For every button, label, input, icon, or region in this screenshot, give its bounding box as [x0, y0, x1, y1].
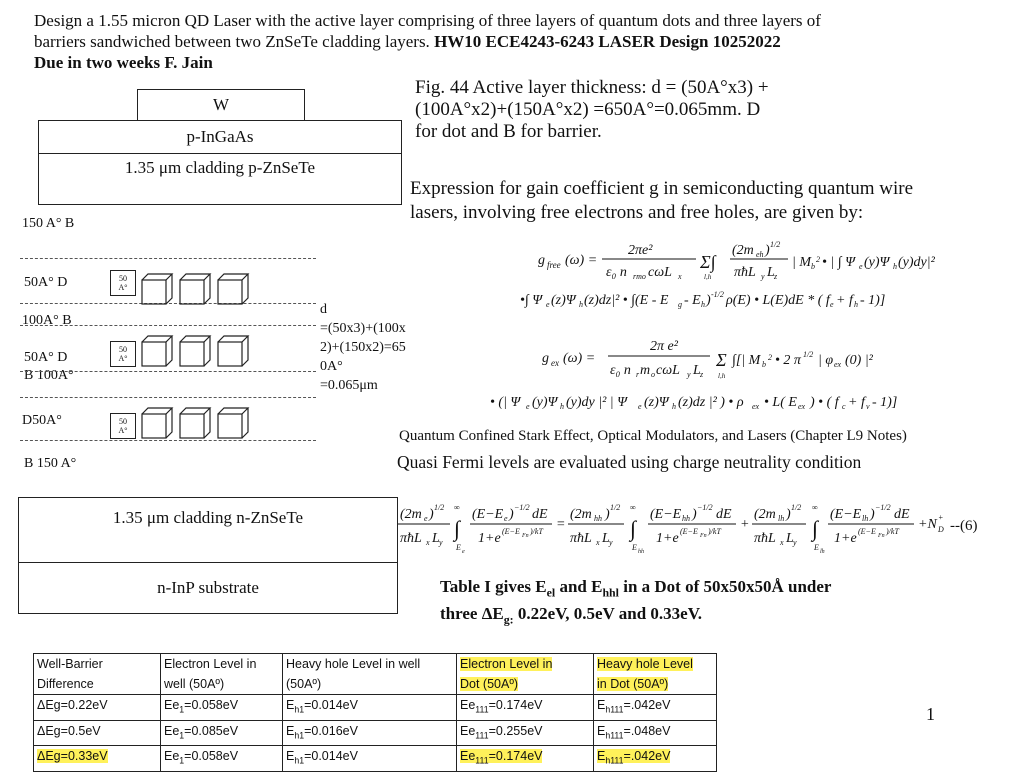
w-contact-box: W	[137, 89, 305, 121]
thickness-annotation: d =(50x3)+(100x 2)+(150x2)=65 0A° =0.065μm	[320, 302, 406, 393]
svg-text:b: b	[811, 262, 815, 271]
svg-text:Fn: Fn	[522, 533, 529, 539]
table-header-row	[34, 654, 717, 695]
svg-text:ex: ex	[834, 360, 842, 369]
svg-text:y: y	[761, 272, 765, 281]
svg-text:1+e: 1+e	[478, 531, 501, 546]
svg-text:(E−E: (E−E	[472, 507, 504, 522]
svg-text:+ f: + f	[836, 293, 853, 308]
svg-text:| M: | M	[792, 255, 812, 270]
svg-text:z: z	[774, 272, 778, 281]
svg-text:h: h	[579, 300, 583, 309]
svg-text:πħL: πħL	[570, 531, 592, 546]
table-cell: $E_{h111}=.042eV$	[594, 695, 717, 721]
table-cell: $E_{h1}=0.016eV$	[283, 720, 457, 746]
svg-text:eh: eh	[756, 250, 764, 259]
svg-text:): )	[605, 507, 610, 522]
svg-text:Fn: Fn	[878, 533, 885, 539]
svg-text:b: b	[762, 360, 766, 369]
cube-icon	[142, 274, 172, 304]
table-cell: $Ee_{111}=0.174eV$	[457, 695, 594, 721]
svg-text:e: e	[859, 262, 863, 271]
svg-text:x: x	[426, 538, 430, 547]
svg-text:g: g	[542, 351, 549, 366]
svg-text:y: y	[439, 538, 443, 547]
svg-text:(y)Ψ: (y)Ψ	[532, 395, 558, 410]
svg-text:dE: dE	[532, 507, 548, 522]
svg-text:Fn: Fn	[700, 533, 707, 539]
svg-text:∞: ∞	[812, 503, 818, 512]
svg-text:cωL: cωL	[656, 363, 680, 378]
svg-text:x: x	[780, 538, 784, 547]
svg-text:lh: lh	[862, 514, 869, 523]
svg-text:∫[| M: ∫[| M	[732, 353, 761, 368]
svg-text:e: e	[638, 402, 642, 411]
svg-text:•∫ Ψ: •∫ Ψ	[520, 293, 543, 308]
svg-text:m: m	[640, 363, 651, 378]
svg-text:(z)Ψ: (z)Ψ	[551, 293, 576, 308]
layer-b150-bottom-label: B 150 A°	[24, 456, 77, 471]
quasi-fermi-note: Quasi Fermi levels are evaluated using charge neutrality condition	[397, 452, 862, 472]
due-date: Due in two weeks F. Jain	[34, 53, 213, 72]
layer-150b-top-label: 150 A° B	[22, 216, 75, 231]
svg-text:E: E	[632, 543, 637, 552]
table-cell: $E_{h111}=.042eV$	[594, 746, 717, 772]
svg-text:h: h	[672, 402, 676, 411]
table-row	[34, 746, 717, 772]
svg-text:ex: ex	[551, 358, 559, 368]
cube-icon	[218, 336, 248, 366]
svg-text:L: L	[693, 363, 701, 378]
svg-text:y: y	[687, 370, 691, 379]
svg-text:z: z	[700, 370, 704, 379]
n-inp-substrate-box: n-InP substrate	[18, 562, 398, 614]
p-cladding-box: 1.35 μm cladding p-ZnSeTe	[38, 153, 402, 205]
svg-text:cωL: cωL	[648, 265, 672, 280]
svg-text:πħL: πħL	[754, 531, 776, 546]
svg-text:−1/2: −1/2	[514, 503, 530, 512]
svg-text:rmo: rmo	[633, 272, 646, 281]
svg-text:)/kT: )/kT	[530, 527, 543, 536]
svg-text:ε₀ n: ε₀ n	[610, 363, 631, 378]
svg-text:hh: hh	[594, 514, 602, 523]
svg-text:1+e: 1+e	[834, 531, 857, 546]
layer-50d-1-label: 50A° D	[24, 275, 68, 290]
hw-title: HW10 ECE4243-6243 LASER Design 10252022	[434, 32, 781, 51]
svg-text:• (| Ψ: • (| Ψ	[490, 395, 521, 410]
svg-text:(ω) =: (ω) =	[563, 351, 596, 366]
svg-text:L: L	[767, 265, 775, 280]
dot-label-box-3: 50 A°	[110, 413, 136, 439]
svg-text:2πe²: 2πe²	[628, 243, 653, 258]
svg-text:y: y	[609, 538, 613, 547]
layer-100b-label: 100A° B	[22, 313, 72, 328]
cube-icon	[218, 274, 248, 304]
charge-neutrality-equation	[398, 496, 994, 562]
table-cell: ΔEg=0.22eV	[34, 695, 161, 721]
dot-label-box-1: 50 A°	[110, 270, 136, 296]
cube-icon	[142, 408, 172, 438]
svg-text:): )	[765, 243, 770, 258]
svg-text:1/2: 1/2	[610, 503, 621, 512]
quantum-dot-cubes	[140, 262, 260, 452]
svg-text:(y)Ψ: (y)Ψ	[864, 255, 890, 270]
svg-text:1/2: 1/2	[803, 350, 814, 359]
svg-text:• L( E: • L( E	[764, 395, 797, 410]
svg-text:1+e: 1+e	[656, 531, 679, 546]
svg-text:2: 2	[816, 255, 820, 264]
gain-ex-equation	[490, 334, 960, 418]
header-cell-hole-dot: Heavy hole Level in Dot (50Aº)	[594, 654, 717, 695]
figure-44-caption: Fig. 44 Active layer thickness: d = (50A°x3) + (100A°x2)+(150A°x2) =650A°=0.065mm. D for dot and B for barrier.	[415, 77, 769, 142]
svg-text:L: L	[432, 531, 440, 546]
svg-text:h: h	[701, 300, 705, 309]
svg-text:)/kT: )/kT	[708, 527, 721, 536]
svg-text:ε₀ n: ε₀ n	[606, 265, 627, 280]
svg-text:2: 2	[768, 353, 772, 362]
svg-text:x: x	[678, 272, 682, 281]
svg-text:)/kT: )/kT	[886, 527, 899, 536]
svg-text:- E: - E	[684, 293, 701, 308]
svg-text:1/2: 1/2	[434, 503, 445, 512]
svg-text:(z)Ψ: (z)Ψ	[644, 395, 669, 410]
p-ingaas-box: p-InGaAs	[38, 120, 402, 154]
table-cell: $E_{h111}=.048eV$	[594, 720, 717, 746]
svg-text:2π e²: 2π e²	[650, 339, 678, 354]
svg-text:∫: ∫	[630, 516, 637, 541]
header-line-1: Design a 1.55 micron QD Laser with the active layer comprising of three layers of quantum dots and three layers of	[34, 11, 821, 30]
header-line-2: barriers sandwiched between two ZnSeTe cladding layers. HW10 ECE4243-6243 LASER Design 10252022	[34, 32, 781, 51]
svg-text:(y)dy|²: (y)dy|²	[898, 255, 935, 270]
page-number: 1	[926, 704, 935, 724]
table-cell: $Ee_1=0.085eV$	[161, 720, 283, 746]
svg-text:e: e	[526, 402, 530, 411]
svg-text:- 1)]: - 1)]	[860, 293, 886, 308]
svg-text:e: e	[830, 300, 834, 309]
svg-text:): )	[870, 507, 875, 522]
table-cell: $E_{h1}=0.014eV$	[283, 746, 457, 772]
svg-text:): )	[706, 293, 711, 308]
svg-text:): )	[429, 507, 434, 522]
svg-text:1/2: 1/2	[770, 240, 781, 249]
svg-text:e: e	[504, 514, 508, 523]
svg-text:πħL: πħL	[400, 531, 422, 546]
table-cell: ΔEg=0.33eV	[34, 746, 161, 772]
svg-text:=: =	[556, 517, 566, 532]
table-cell: ΔEg=0.5eV	[34, 720, 161, 746]
svg-text:πħL: πħL	[734, 265, 756, 280]
svg-text:- 1)]: - 1)]	[872, 395, 898, 410]
svg-text:l,h: l,h	[704, 273, 712, 281]
svg-text:g: g	[678, 300, 682, 309]
svg-text:• | ∫ Ψ: • | ∫ Ψ	[822, 255, 855, 270]
svg-text:(z)dz |² ) • ρ: (z)dz |² ) • ρ	[678, 395, 744, 410]
svg-text:+N: +N	[918, 517, 937, 532]
table-cell: $Ee_1=0.058eV$	[161, 695, 283, 721]
header-line-3	[34, 52, 994, 73]
svg-text:(E−E: (E−E	[650, 507, 682, 522]
svg-text:v: v	[866, 402, 870, 411]
table-1-description: Table I gives $E_{el}$ and $E_{hhl}$ in a Dot of 50x50x50Å under three $\Delta E_{g:}$ 0.22eV, 0.5eV and 0.33eV.	[440, 577, 832, 627]
svg-text:hh: hh	[682, 514, 690, 523]
header-cell-well-barrier: Well-Barrier Difference	[34, 654, 161, 695]
svg-text:∫: ∫	[454, 516, 461, 541]
svg-text:g: g	[538, 253, 545, 268]
layer-b100-label: B 100A°	[24, 368, 74, 383]
cube-icon	[142, 336, 172, 366]
svg-text:): )	[786, 507, 791, 522]
svg-text:| φ: | φ	[818, 353, 834, 368]
svg-text:E: E	[814, 543, 819, 552]
svg-text:l,h: l,h	[718, 372, 726, 380]
layer-50d-2-label: 50A° D	[24, 350, 68, 365]
svg-text:c: c	[842, 402, 846, 411]
svg-text:dE: dE	[716, 507, 732, 522]
cube-icon	[180, 336, 210, 366]
header-cell-electron-well: Electron Level in well (50Aº)	[161, 654, 283, 695]
svg-text:ex: ex	[798, 402, 806, 411]
equation-number: --(6)	[950, 518, 978, 534]
svg-text:−1/2: −1/2	[875, 503, 891, 512]
svg-text:ρ(E) • L(E)dE * ( f: ρ(E) • L(E)dE * ( f	[726, 293, 830, 308]
svg-text:−1/2: −1/2	[697, 503, 713, 512]
assignment-header	[34, 10, 994, 73]
svg-text:E: E	[456, 543, 461, 552]
svg-text:• 2 π: • 2 π	[775, 353, 801, 368]
svg-text:Σ∫: Σ∫	[700, 252, 716, 272]
header-cell-electron-dot: Electron Level in Dot (50Aº)	[457, 654, 594, 695]
qcse-reference: Quantum Confined Stark Effect, Optical Modulators, and Lasers (Chapter L9 Notes)	[399, 428, 907, 444]
svg-text:h: h	[560, 402, 564, 411]
table-cell: $Ee_{111}=0.174eV$	[457, 746, 594, 772]
svg-text:1/2: 1/2	[791, 503, 802, 512]
svg-text:dE: dE	[894, 507, 910, 522]
svg-text:∞: ∞	[630, 503, 636, 512]
svg-text:L: L	[602, 531, 610, 546]
layer-d50-label: D50A°	[22, 413, 62, 428]
cube-icon	[180, 274, 210, 304]
dot-label-box-2: 50 A°	[110, 341, 136, 367]
energy-levels-table	[33, 653, 717, 772]
svg-text:∫: ∫	[812, 516, 819, 541]
svg-text:r: r	[636, 370, 640, 379]
svg-text:Σ: Σ	[716, 350, 727, 370]
svg-text:(2m: (2m	[732, 243, 754, 258]
svg-text:(0) |²: (0) |²	[845, 353, 873, 368]
svg-text:∞: ∞	[454, 503, 460, 512]
svg-text:x: x	[596, 538, 600, 547]
n-cladding-box: 1.35 μm cladding n-ZnSeTe	[18, 497, 398, 563]
svg-text:D: D	[938, 525, 944, 534]
svg-text:(2m: (2m	[754, 507, 776, 522]
svg-text:y: y	[793, 538, 797, 547]
gain-free-equation	[520, 234, 950, 314]
svg-text:e: e	[424, 514, 428, 523]
svg-text:e: e	[462, 549, 465, 555]
svg-text:free: free	[547, 260, 561, 270]
table-row	[34, 695, 717, 721]
svg-text:+: +	[938, 513, 944, 522]
svg-text:L: L	[786, 531, 794, 546]
svg-text:e: e	[546, 300, 550, 309]
svg-text:+: +	[740, 517, 750, 532]
svg-text:hh: hh	[638, 549, 644, 555]
table-cell: $E_{h1}=0.014eV$	[283, 695, 457, 721]
table-cell: $Ee_1=0.058eV$	[161, 746, 283, 772]
svg-text:(E−E: (E−E	[830, 507, 862, 522]
cube-icon	[218, 408, 248, 438]
svg-text:): )	[509, 507, 514, 522]
svg-text:lh: lh	[820, 549, 825, 555]
svg-text:o: o	[651, 370, 655, 379]
svg-text:ex: ex	[752, 402, 760, 411]
gain-expression-intro: Expression for gain coefficient g in semiconducting quantum wire lasers, involving free electrons and free holes, are given by:	[410, 178, 914, 223]
svg-text:(E−E: (E−E	[858, 527, 876, 536]
svg-text:(z)dz|² • ∫(E - E: (z)dz|² • ∫(E - E	[584, 293, 669, 308]
dash-line-1	[20, 258, 316, 259]
cube-icon	[180, 408, 210, 438]
svg-text:(ω) =: (ω) =	[565, 253, 598, 268]
svg-text:lh: lh	[778, 514, 785, 523]
svg-text:h: h	[893, 262, 897, 271]
svg-text:-1/2: -1/2	[711, 290, 724, 299]
svg-text:+ f: + f	[848, 395, 865, 410]
svg-text:): )	[692, 507, 697, 522]
svg-text:(2m: (2m	[570, 507, 592, 522]
table-cell: $Ee_{111}=0.255eV$	[457, 720, 594, 746]
svg-text:(y)dy |² | Ψ: (y)dy |² | Ψ	[566, 395, 627, 410]
svg-text:(2m: (2m	[400, 507, 422, 522]
svg-text:(E−E: (E−E	[502, 527, 520, 536]
header-cell-hole-well: Heavy hole Level in well (50Aº)	[283, 654, 457, 695]
table-row	[34, 720, 717, 746]
svg-text:) • ( f: ) • ( f	[810, 395, 839, 410]
svg-text:(E−E: (E−E	[680, 527, 698, 536]
svg-text:h: h	[854, 300, 858, 309]
